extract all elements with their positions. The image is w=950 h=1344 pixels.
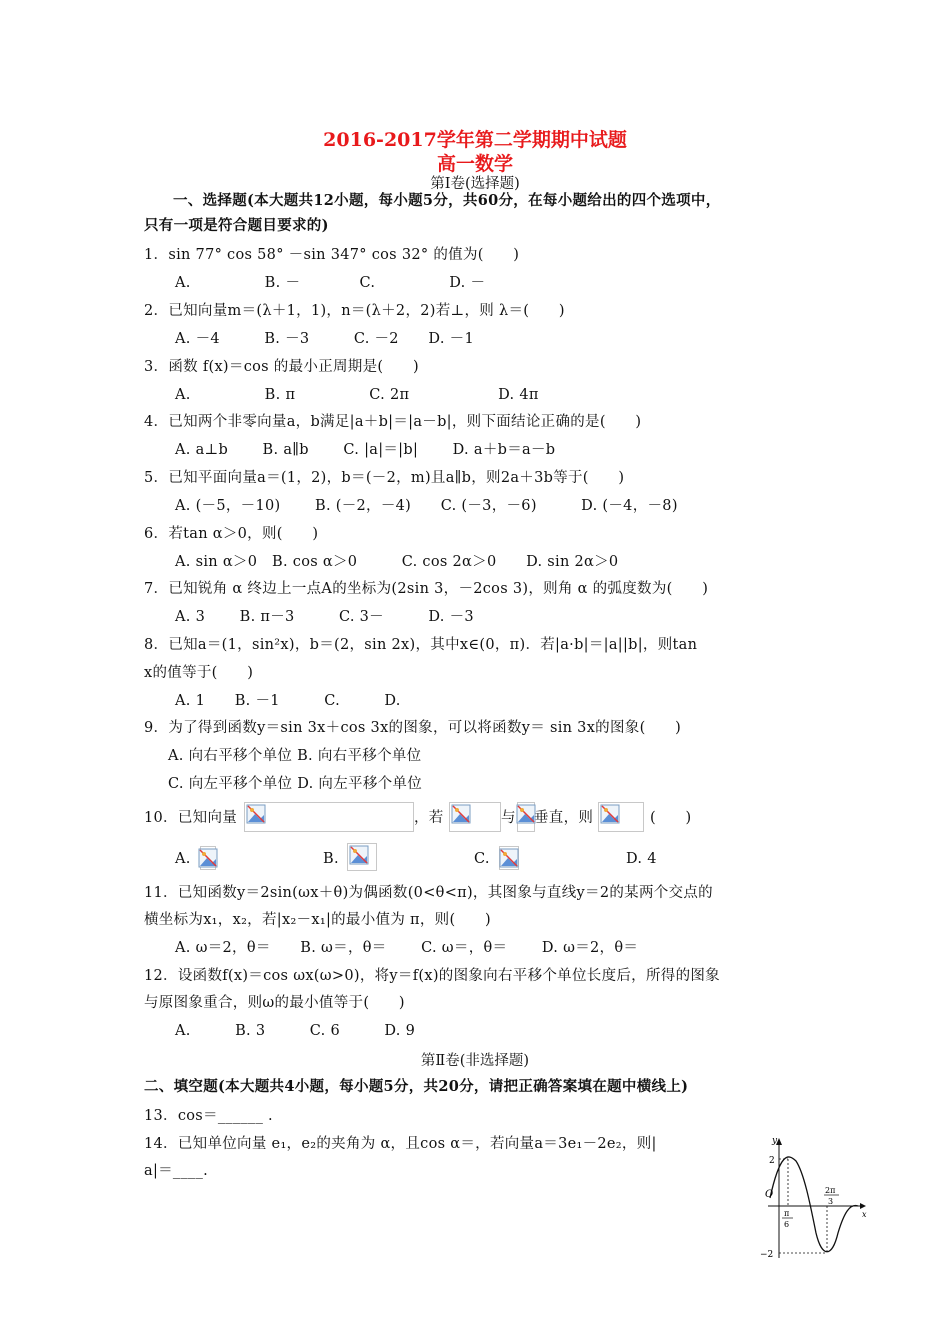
q10-option-d: D. 4 xyxy=(626,851,657,867)
q11-stem-line2: 横坐标为x₁，x₂，若|x₂－x₁|的最小值为 π，则( ) xyxy=(144,912,491,928)
part1-heading: 第Ⅰ卷(选择题) xyxy=(430,176,520,192)
q10-stem-part4: 垂直，则 xyxy=(534,810,594,826)
q2-options: A. －4 B. －3 C. －2 D. －1 xyxy=(175,331,474,347)
tick2-numerator: 2π xyxy=(825,1186,836,1195)
q6-options: A. sin α＞0 B. cos α＞0 C. cos 2α＞0 D. sin 2α＞0 xyxy=(175,554,619,570)
q10-option-a: A. xyxy=(175,851,191,867)
exam-title: 2016-2017学年第二学期期中试题 xyxy=(323,129,627,151)
broken-image-icon xyxy=(600,804,620,824)
broken-image-icon xyxy=(451,804,471,824)
q9-options-2: C. 向左平移个单位 D. 向左平移个单位 xyxy=(168,776,423,792)
q3-stem: 3．函数 f(x)＝cos 的最小正周期是( ) xyxy=(144,359,419,375)
origin-label: O xyxy=(765,1189,774,1200)
q13-stem: 13．cos＝______ . xyxy=(144,1108,273,1124)
y-max-label: 2 xyxy=(769,1156,775,1166)
q14-stem-line1: 14．已知单位向量 e₁，e₂的夹角为 α，且cos α＝，若向量a＝3e₁－2e₂，则| xyxy=(144,1136,657,1152)
q8-stem-line1: 8．已知a＝(1，sin²x)，b＝(2，sin 2x)，其中x∈(0，π)．若|a·b|＝|a||b|，则tan xyxy=(144,637,698,653)
q4-options: A. a⊥b B. a∥b C. |a|＝|b| D. a＋b＝a－b xyxy=(175,442,556,458)
q10-option-a-image xyxy=(200,846,216,870)
q1-options: A. B. － C. D. － xyxy=(175,275,486,291)
q10-option-c: C. xyxy=(474,851,490,867)
q5-stem: 5．已知平面向量a＝(1，2)，b＝(－2，m)且a∥b，则2a＋3b等于( ) xyxy=(144,470,625,486)
q10-option-b: B. xyxy=(323,851,339,867)
q10-option-c-image xyxy=(499,846,519,870)
q9-options-1: A. 向右平移个单位 B. 向右平移个单位 xyxy=(168,748,422,764)
q10-image-placeholder-3 xyxy=(517,802,535,832)
q10-stem-part1: 10．已知向量 xyxy=(144,810,238,826)
broken-image-icon xyxy=(516,804,536,824)
q10-stem-part2: ，若 xyxy=(414,810,444,826)
q10-option-b-image xyxy=(347,843,377,871)
broken-image-icon xyxy=(246,804,266,824)
tick1-denominator: 6 xyxy=(784,1220,790,1229)
sine-curve xyxy=(770,1157,858,1252)
q10-image-placeholder-1 xyxy=(244,802,414,832)
tick2-denominator: 3 xyxy=(828,1197,834,1206)
section1-line2: 只有一项是符合题目要求的) xyxy=(144,217,329,234)
broken-image-icon xyxy=(499,848,519,868)
q10-image-placeholder-2 xyxy=(449,802,501,832)
q5-options: A. (－5，－10) B. (－2，－4) C. (－3，－6) D. (－4，－8) xyxy=(175,498,678,514)
exam-subtitle: 高一数学 xyxy=(436,153,513,175)
y-axis-label: y xyxy=(772,1136,778,1146)
q6-stem: 6．若tan α＞0，则( ) xyxy=(144,526,319,542)
q3-options: A. B. π C. 2π D. 4π xyxy=(175,387,539,403)
q1-stem: 1．sin 77° cos 58° －sin 347° cos 32° 的值为( ) xyxy=(144,247,520,263)
q2-stem: 2．已知向量m＝(λ＋1，1)，n＝(λ＋2，2)若⊥，则 λ＝( ) xyxy=(144,303,565,319)
broken-image-icon xyxy=(349,845,369,865)
x-axis-label: x xyxy=(862,1210,867,1219)
y-min-label: −2 xyxy=(760,1250,774,1260)
q10-stem-part3: 与 xyxy=(501,810,516,826)
q10-stem-part5: ( ) xyxy=(650,810,692,826)
q4-stem: 4．已知两个非零向量a，b满足|a＋b|＝|a－b|，则下面结论正确的是( ) xyxy=(144,414,642,430)
part2-heading: 第Ⅱ卷(非选择题) xyxy=(420,1053,530,1069)
q7-stem: 7．已知锐角 α 终边上一点A的坐标为(2sin 3，－2cos 3)，则角 α 的弧度数为( ) xyxy=(144,581,709,597)
q11-options: A. ω＝2，θ＝ B. ω＝，θ＝ C. ω＝，θ＝ D. ω＝2，θ＝ xyxy=(175,940,639,956)
section2-heading: 二、填空题(本大题共4小题，每小题5分，共20分，请把正确答案填在题中横线上) xyxy=(144,1078,689,1095)
broken-image-icon xyxy=(198,848,218,868)
q12-options: A. B. 3 C. 6 D. 9 xyxy=(175,1023,416,1039)
q8-stem-line2: x的值等于( ) xyxy=(144,665,254,681)
q12-stem-line2: 与原图象重合，则ω的最小值等于( ) xyxy=(144,995,405,1011)
q11-stem-line1: 11．已知函数y＝2sin(ωx＋θ)为偶函数(0<θ<π)，其图象与直线y＝2的某两个交点的 xyxy=(144,885,713,901)
q12-stem-line1: 12．设函数f(x)＝cos ωx(ω>0)，将y＝f(x)的图象向右平移个单位长度后，所得的图象 xyxy=(144,968,720,984)
q10-image-placeholder-4 xyxy=(598,802,644,832)
q8-options: A. 1 B. －1 C. D. xyxy=(175,693,401,709)
sine-graph-figure xyxy=(760,1133,870,1263)
section1-line1: 一、选择题(本大题共12小题，每小题5分，共60分，在每小题给出的四个选项中， xyxy=(173,192,721,209)
q9-stem: 9．为了得到函数y＝sin 3x＋cos 3x的图象，可以将函数y＝ sin 3x的图象( ) xyxy=(144,720,682,736)
q7-options: A. 3 B. π－3 C. 3－ D. －3 xyxy=(175,609,474,625)
q14-stem-line2: a|＝____. xyxy=(144,1163,209,1179)
x-axis-arrow xyxy=(860,1203,866,1209)
tick1-numerator: π xyxy=(784,1209,790,1218)
